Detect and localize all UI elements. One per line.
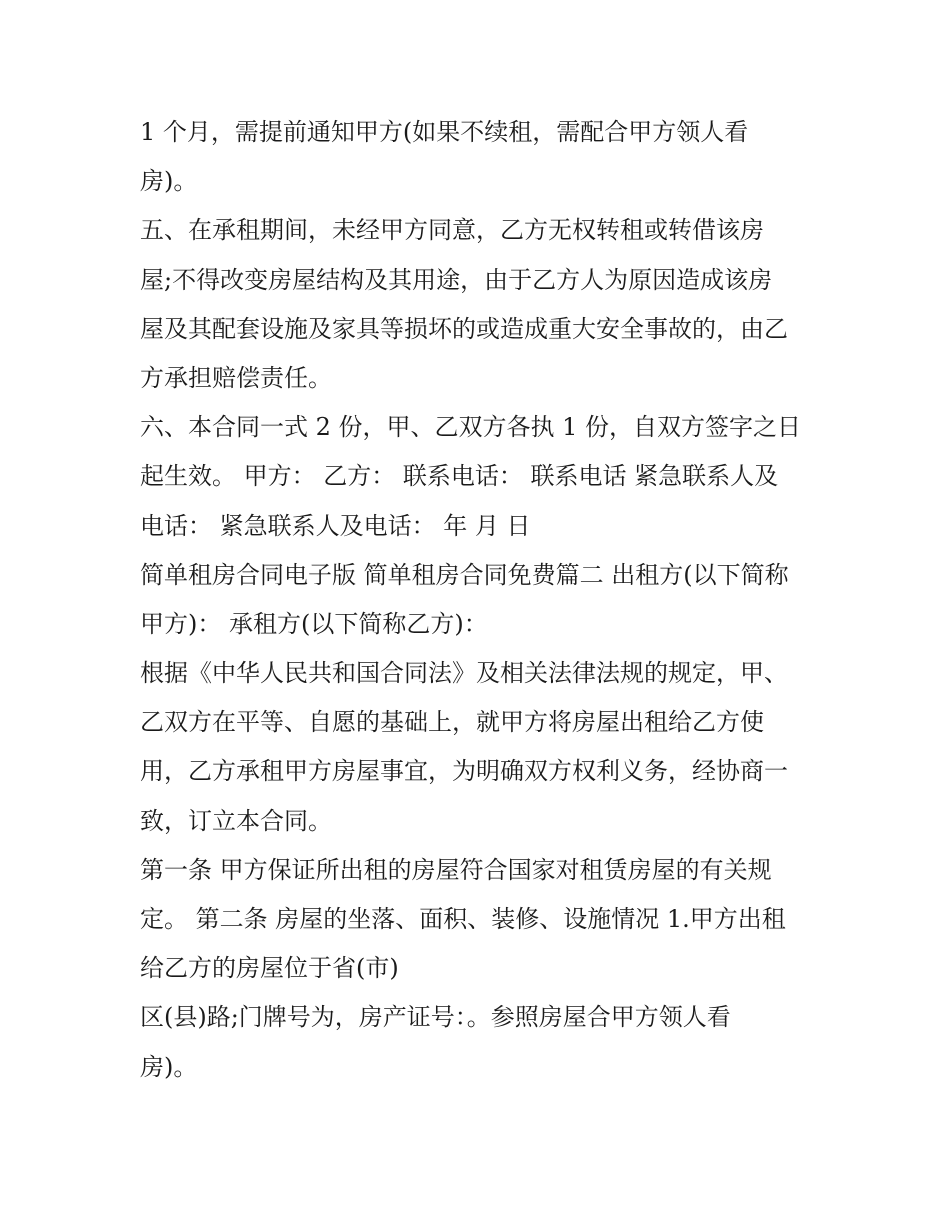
text-line: 甲方)： 承租方(以下简称乙方)： bbox=[140, 609, 488, 638]
text-line: 根据《中华人民共和国合同法》及相关法律法规的规定，甲、 bbox=[140, 659, 788, 688]
text-line: 起生效。 甲方： 乙方： 联系电话： 联系电话 紧急联系人及 bbox=[140, 462, 779, 491]
text-line: 电话： 紧急联系人及电话： 年 月 日 bbox=[140, 511, 531, 540]
text-line: 房)。 bbox=[140, 1052, 198, 1081]
text-line: 屋;不得改变房屋结构及其用途，由于乙方人为原因造成该房 bbox=[140, 265, 773, 294]
document-body bbox=[140, 108, 820, 1092]
text-line: 乙双方在平等、自愿的基础上，就甲方将房屋出租给乙方使 bbox=[140, 708, 764, 737]
text-line: 房)。 bbox=[140, 167, 198, 196]
text-line: 致，订立本合同。 bbox=[140, 806, 332, 835]
text-line: 给乙方的房屋位于省(市) bbox=[140, 954, 399, 983]
text-line: 屋及其配套设施及家具等损坏的或造成重大安全事故的，由乙 bbox=[140, 314, 788, 343]
text-line: 简单租房合同电子版 简单租房合同免费篇二 出租方(以下简称 bbox=[140, 560, 789, 589]
text-line: 第一条 甲方保证所出租的房屋符合国家对租赁房屋的有关规 bbox=[140, 855, 772, 884]
text-line: 定。 第二条 房屋的坐落、面积、装修、设施情况 1.甲方出租 bbox=[140, 905, 786, 933]
text-line: 五、在承租期间，未经甲方同意，乙方无权转租或转借该房 bbox=[140, 216, 764, 245]
text-line: 方承担赔偿责任。 bbox=[140, 363, 332, 392]
text-line: 1 个月，需提前通知甲方(如果不续租，需配合甲方领人看 bbox=[140, 118, 749, 146]
text-line: 用，乙方承租甲方房屋事宜，为明确双方权利义务，经协商一 bbox=[140, 757, 788, 786]
text-line: 六、本合同一式 2 份，甲、乙双方各执 1 份，自双方签字之日 bbox=[140, 413, 802, 442]
text-line: 区(县)路;门牌号为，房产证号：。参照房屋合甲方领人看 bbox=[140, 1003, 731, 1032]
